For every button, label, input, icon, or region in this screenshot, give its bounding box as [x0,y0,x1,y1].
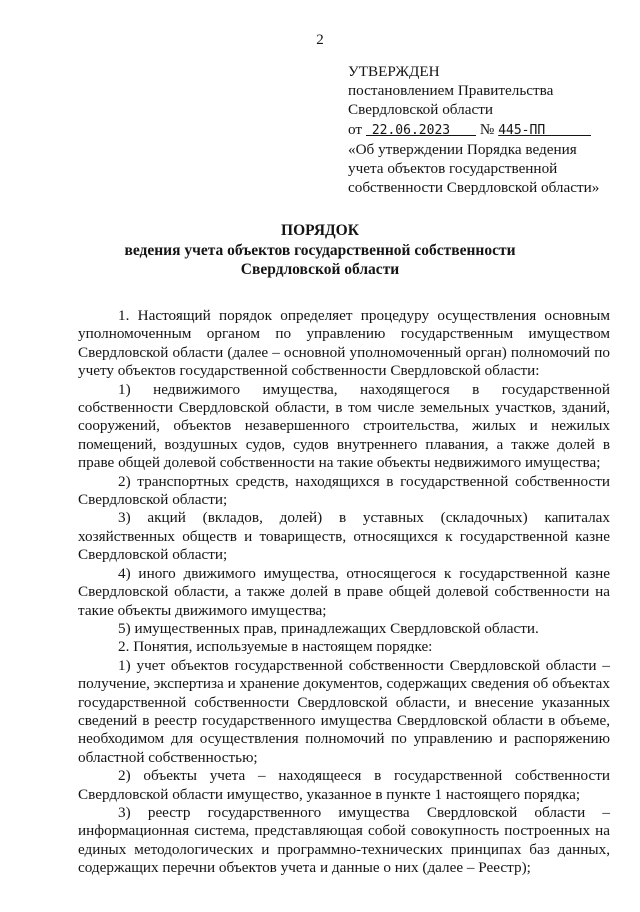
approval-stamp [348,62,628,197]
paragraph: 1. Настоящий порядок определяет процедуру осуществления основным уполномоченным органом по управлению государственным имуществом Свердловской области (далее – основной уполномоченный орган) полномочий по учету объектов государственной собственности Свердловской области: [78,307,610,380]
approval-line-2: Свердловской области [348,101,493,119]
number-prefix: № [479,120,495,138]
title-line-2: ведения учета объектов государственной собственности [124,241,516,259]
paragraph: 4) иного движимого имущества, относящегося к государственной казне Свердловской области, а также долей в праве общей долевой собственности на такие объекты движимого имущества; [78,564,610,619]
document-title [0,221,640,280]
paragraph: 1) недвижимого имущества, находящегося в государственной собственности Свердловской области, в том числе земельных участков, зданий, сооружений, объектов незавершенного строительства, жилых и нежилых помещений, воздушных судов, судов внутреннего плавания, а также долей в праве общей долевой собственности на такие объекты недвижимого имущества; [78,380,610,472]
approval-date-line [348,120,628,140]
approval-line-5: учета объектов государственной [348,160,558,178]
approval-date: 22.06.2023 [371,122,451,138]
paragraph: 2. Понятия, используемые в настоящем порядке: [118,638,433,656]
date-prefix: от [348,120,363,138]
paragraph: 3) акций (вкладов, долей) в уставных (складочных) капиталах хозяйственных обществ и товариществ, относящихся к государственной казне Свердловской области; [78,509,610,564]
title-line-3: Свердловской области [240,261,400,278]
paragraph: 1) учет объектов государственной собственности Свердловской области – получение, экспертиза и хранение документов, содержащих сведения об объектах государственной собственности Свердловской области, и внесение указанных сведений в реестр государственного имущества Свердловской области в объеме, необходимом для осуществления полномочий по управлению и распоряжению областной собственностью; [78,656,610,766]
document-body [78,307,610,878]
approval-line-6: собственности Свердловской области» [348,179,600,197]
approval-number: 445-ПП [498,122,546,138]
paragraph: 5) имущественных прав, принадлежащих Свердловской области. [118,619,539,637]
approval-line-4: «Об утверждении Порядка ведения [348,140,577,158]
title-line-1: ПОРЯДОК [281,222,359,239]
approval-heading: УТВЕРЖДЕН [348,63,440,80]
approval-line-1: постановлением Правительства [348,82,554,100]
paragraph: 2) транспортных средств, находящихся в государственной собственности Свердловской области; [78,472,610,509]
page-number: 2 [316,32,324,48]
paragraph: 2) объекты учета – находящееся в государственной собственности Свердловской области имущество, указанное в пункте 1 настоящего порядка; [78,767,610,803]
paragraph: 3) реестр государственного имущества Свердловской области – информационная система, представляющая собой совокупность построенных на единых методологических и программно-технических принципах баз данных, содержащих перечни объектов учета и данные о них (далее – Реестр); [78,803,610,877]
